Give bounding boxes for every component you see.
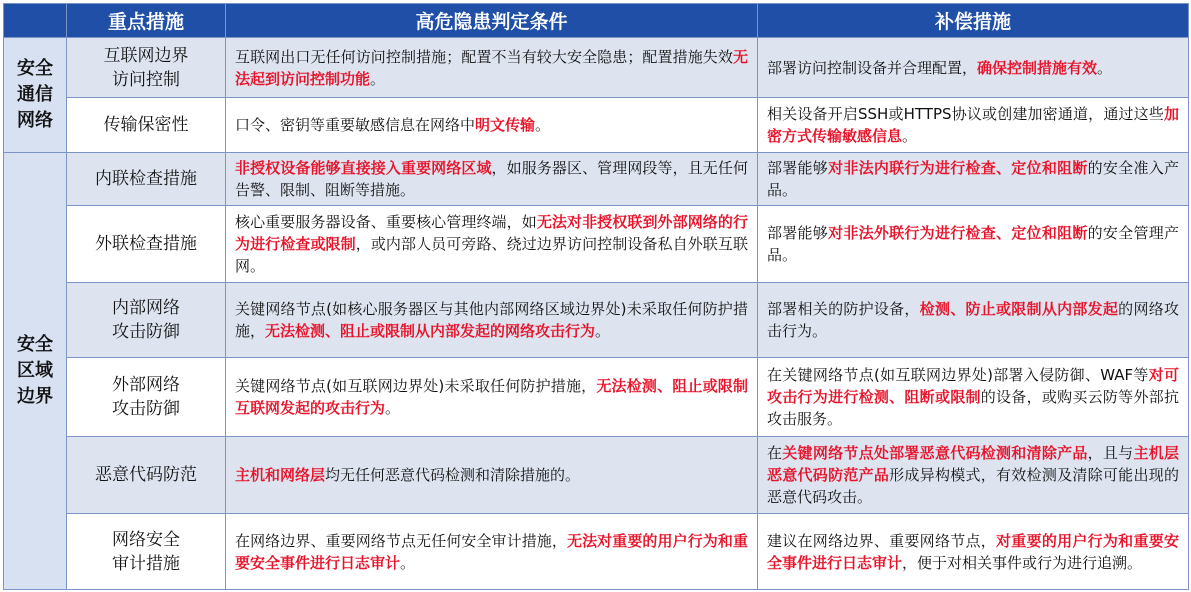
compensation-cell [758,206,1189,283]
condition-cell [226,98,758,153]
measure-label-line: 恶意代码防范 [95,465,197,485]
compensation-text: 部署相关的防护设备， [767,300,920,318]
condition-text: 在网络边界、重要网络节点无任何安全审计措施， [235,531,567,550]
condition-cell [226,38,758,98]
compensation-text: 建议在网络边界、重要网络节点， [767,531,997,550]
condition-highlight: 明文传输 [475,116,536,134]
measure-label-line: 外部网络 [112,375,180,395]
compensation-highlight: 对非法内联行为进行检查、定位和阻断 [828,159,1088,177]
compensation-text: 。 [902,127,918,145]
measure-cell [67,358,226,437]
condition-cell [226,437,758,514]
compensation-highlight: 关键网络节点处部署恶意代码检测和清除产品 [782,444,1088,462]
compensation-highlight: 对重要的用户行为和重要安全事件进行日志审计 [767,531,1179,572]
compensation-highlight: 加密方式传输敏感信息 [767,105,1179,145]
category-boundary-label: 安全区域边界 [17,334,53,407]
condition-highlight: 无法对非授权联到外部网络的行为进行检查或限制 [235,213,748,253]
security-measures-table [3,3,1189,590]
table-row [4,153,1189,206]
header-measure: 重点措施 [67,4,226,38]
compensation-text: 在 [767,444,783,462]
table-row [4,206,1189,283]
compensation-text: 部署能够 [767,224,829,242]
compensation-highlight: 主机层恶意代码防范产品 [767,444,1179,484]
condition-text: 。 [535,116,551,134]
condition-text: 关键网络节点(如互联网边界处)未采取任何防护措施， [235,377,597,395]
condition-highlight: 无法检测、阻止或限制互联网发起的攻击行为 [235,377,748,417]
compensation-cell [758,38,1189,98]
measure-cell [67,514,226,590]
table-row [4,38,1189,98]
condition-text: 。 [370,69,386,88]
compensation-cell [758,283,1189,358]
compensation-cell [758,358,1189,437]
compensation-text: ，便于对相关事件或行为进行追溯。 [902,553,1143,572]
condition-cell [226,358,758,437]
category-comm-label: 安全通信网络 [17,58,53,131]
compensation-text: 。 [1097,58,1113,77]
header-row [4,4,1189,38]
header-corner [4,4,67,38]
measure-label-line: 攻击防御 [112,399,180,419]
compensation-text: 相关设备开启SSH或HTTPS协议或创建加密通道，通过这些 [767,105,1164,123]
condition-cell [226,153,758,206]
measure-label-line: 内联检查措施 [95,169,197,189]
condition-text: 互联网出口无任何访问控制措施；配置不当有较大安全隐患；配置措施失效 [235,47,733,66]
measure-cell [67,98,226,153]
compensation-highlight: 检测、防止或限制从内部发起 [919,300,1119,318]
condition-text: 核心重要服务器设备、重要核心管理终端，如 [235,213,537,231]
compensation-text: 的网络攻击行为。 [767,300,1179,340]
compensation-cell [758,153,1189,206]
table-row [4,358,1189,437]
measure-label-line: 内部网络 [112,298,180,318]
compensation-text: 的安全准入产品。 [767,159,1179,199]
condition-text: 关键网络节点(如核心服务器区与其他内部网络区域边界处)未采取任何防护措施， [235,300,748,340]
measure-cell [67,437,226,514]
condition-highlight: 非授权设备能够直接接入重要网络区域 [235,159,492,177]
condition-cell [226,206,758,283]
compensation-text: 的安全管理产品。 [767,224,1179,264]
condition-text: 口令、密钥等重要敏感信息在网络中 [235,116,476,134]
condition-text: 。 [400,553,416,572]
measure-label-line: 外联检查措施 [95,234,197,254]
condition-highlight: 无法对重要的用户行为和重要安全事件进行日志审计 [235,531,748,572]
compensation-highlight: 确保控制措施有效 [977,58,1098,77]
compensation-text: ，且与 [1087,444,1134,462]
condition-highlight: 无法检测、阻止或限制从内部发起的网络攻击行为 [265,322,596,340]
condition-cell [226,283,758,358]
measure-label-line: 审计措施 [112,553,180,574]
condition-text: ，或内部人员可旁路、绕过边界访问控制设备私自外联互联网。 [235,235,748,275]
compensation-highlight: 对非法外联行为进行检查、定位和阻断 [828,224,1088,242]
compensation-cell [758,98,1189,153]
condition-cell [226,514,758,590]
compensation-text: 形成异构模式，有效检测及清除可能出现的恶意代码攻击。 [767,466,1179,506]
measure-cell [67,283,226,358]
condition-text: 。 [385,399,401,417]
condition-highlight: 主机和网络层 [235,466,326,484]
compensation-text: 部署能够 [767,159,829,177]
measure-cell [67,206,226,283]
compensation-cell [758,514,1189,590]
condition-highlight: 无法起到访问控制功能 [235,47,748,88]
measure-label-line: 访问控制 [112,69,180,90]
measure-label-line: 互联网边界 [103,45,189,66]
compensation-highlight: 对可攻击行为进行检测、阻断或限制 [767,366,1179,406]
measure-label-line: 传输保密性 [103,115,189,135]
category-cell [4,38,67,153]
header-condition: 高危隐患判定条件 [226,4,758,38]
table-row [4,283,1189,358]
compensation-text: 在关键网络节点(如互联网边界处)部署入侵防御、WAF等 [767,366,1149,384]
header-compensation: 补偿措施 [758,4,1189,38]
condition-text: 。 [595,322,611,340]
compensation-text: 部署访问控制设备并合理配置， [767,58,978,77]
category-cell [4,153,67,590]
measure-label-line: 网络安全 [112,529,180,550]
measure-label-line: 攻击防御 [112,322,180,342]
table-row [4,514,1189,590]
condition-text: ，如服务器区、管理网段等，且无任何告警、限制、阻断等措施。 [235,159,748,199]
compensation-text: 的设备，或购买云防等外部抗攻击服务。 [767,388,1179,428]
measure-cell [67,38,226,98]
condition-text: 均无任何恶意代码检测和清除措施的。 [325,466,581,484]
measure-cell [67,153,226,206]
table-row [4,98,1189,153]
table-row [4,437,1189,514]
compensation-cell [758,437,1189,514]
